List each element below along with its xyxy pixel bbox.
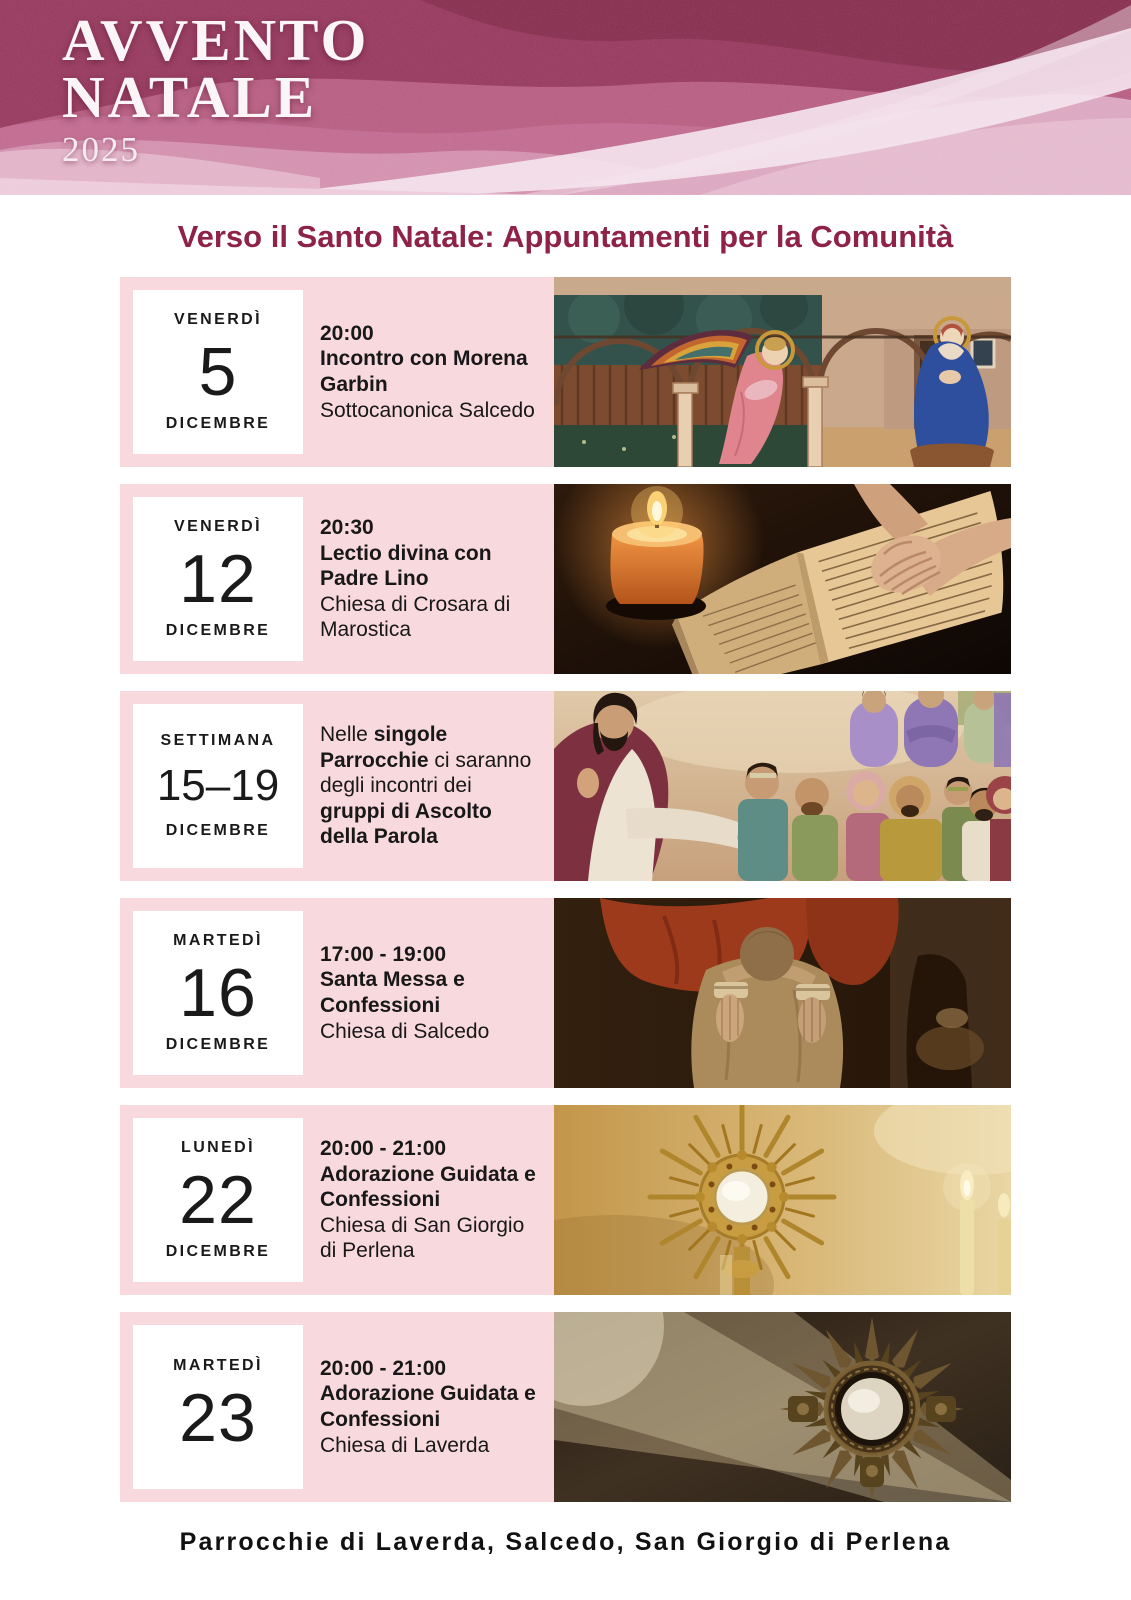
- event-date-box: [133, 1118, 303, 1282]
- header-banner: [0, 0, 1131, 195]
- golden-monstrance-illustration: [554, 1105, 1011, 1295]
- event-details: 17:00 - 19:00 Santa Messa e Confessioni Chiesa di Salcedo: [320, 942, 490, 1043]
- footer-parishes: Parrocchie di Laverda, Salcedo, San Giorgio di Perlena: [179, 1528, 952, 1556]
- event-day: 23: [179, 1380, 257, 1456]
- jesus-crowd-image: [554, 691, 1011, 881]
- event-weekday: MARTEDÌ: [173, 1357, 263, 1374]
- event-day: 12: [179, 541, 257, 617]
- header-title-line2: NATALE: [62, 64, 318, 130]
- event-weekday: MARTEDÌ: [173, 932, 263, 949]
- event-row-week-15-19: [120, 691, 1011, 881]
- event-date-box: [133, 1325, 303, 1489]
- event-day: 16: [179, 955, 257, 1031]
- event-date-box: [133, 497, 303, 661]
- event-row-dec-16: [120, 898, 1011, 1088]
- event-date-box: [133, 290, 303, 454]
- event-day: 15–19: [156, 761, 280, 810]
- event-weekday: VENERDÌ: [174, 518, 262, 535]
- event-details: 20:30 Lectio divina con Padre Lino Chiesa di Crosara di Marostica: [320, 515, 511, 642]
- event-date-box: [133, 911, 303, 1075]
- prodigal-son-illustration: [554, 898, 1011, 1088]
- event-day: 5: [198, 334, 238, 410]
- event-row-dec-5: [120, 277, 1011, 467]
- event-weekday: VENERDÌ: [174, 311, 262, 328]
- page-title: Verso il Santo Natale: Appuntamenti per la Comunità: [177, 219, 954, 254]
- event-month: DICEMBRE: [165, 822, 271, 839]
- golden-monstrance-image: [554, 1105, 1011, 1295]
- event-details: Nelle singole Parrocchie ci saranno degli incontri dei gruppi di Ascolto della Parola: [320, 722, 532, 849]
- header-year: 2025: [62, 130, 140, 169]
- jesus-teaching-illustration: [554, 691, 1011, 881]
- event-month: DICEMBRE: [165, 622, 271, 639]
- event-month: DICEMBRE: [165, 1243, 271, 1260]
- event-date-box: [133, 704, 303, 868]
- event-details: 20:00 - 21:00 Adorazione Guidata e Confessioni Chiesa di San Giorgio di Perlena: [320, 1136, 536, 1263]
- background-figures: [850, 691, 1011, 767]
- prodigal-son-image: [554, 898, 1011, 1088]
- events-list: [120, 277, 1011, 1502]
- event-details: 20:00 - 21:00 Adorazione Guidata e Confessioni Chiesa di Laverda: [320, 1356, 536, 1457]
- event-day: 22: [179, 1162, 257, 1238]
- event-weekday: SETTIMANA: [160, 732, 276, 749]
- event-weekday: LUNEDÌ: [181, 1139, 255, 1156]
- event-row-dec-22: [120, 1105, 1011, 1295]
- candle-bible-image: [554, 484, 1011, 674]
- annunciation-illustration: [554, 277, 1011, 467]
- monstrance-rays-image: [554, 1312, 1011, 1502]
- header-title-block: [62, 7, 370, 169]
- annunciation-image: [554, 277, 1011, 467]
- event-month: DICEMBRE: [165, 415, 271, 432]
- event-row-dec-23: [120, 1312, 1011, 1502]
- header-title-line1: AVVENTO: [62, 7, 370, 73]
- monstrance-rays-illustration: [554, 1312, 1011, 1502]
- event-details: 20:00 Incontro con Morena Garbin Sottocanonica Salcedo: [320, 321, 535, 422]
- event-row-dec-12: [120, 484, 1011, 674]
- candle-bible-illustration: [554, 484, 1011, 674]
- event-month: DICEMBRE: [165, 1036, 271, 1053]
